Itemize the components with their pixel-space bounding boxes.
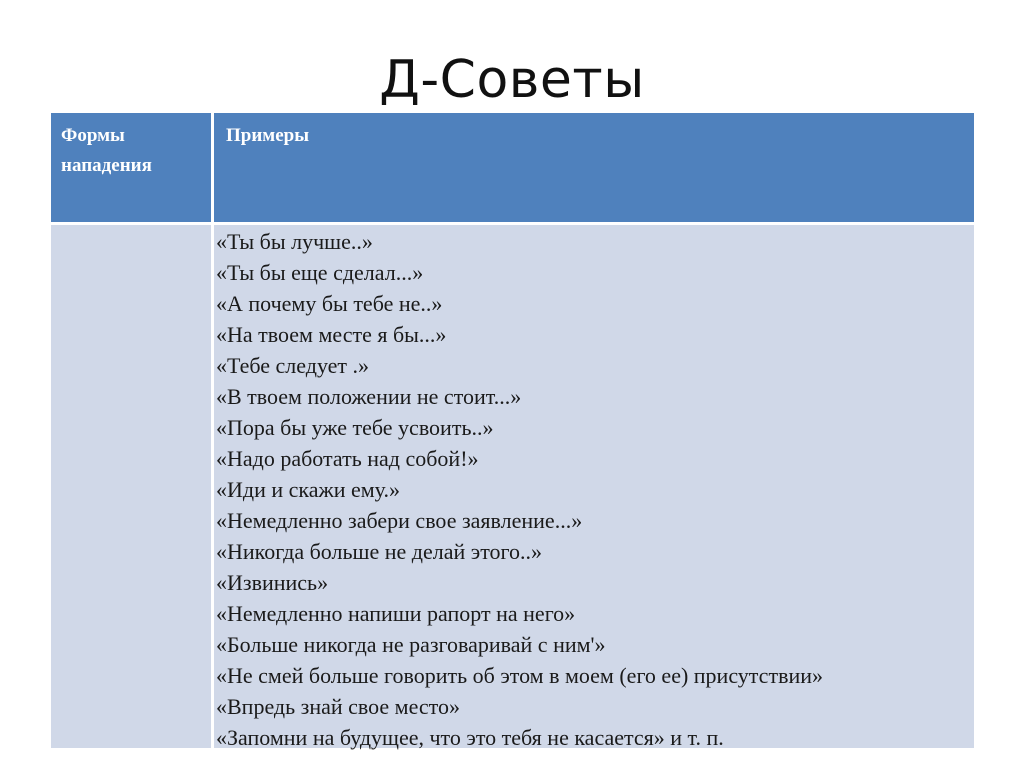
example-item: «Немедленно забери свое заявление...» — [216, 508, 583, 533]
examples-list — [216, 226, 966, 753]
example-item: «Никогда больше не делай этого..» — [216, 539, 542, 564]
example-item: «Немедленно напиши рапорт на него» — [216, 601, 576, 626]
example-item: «Иди и скажи ему.» — [216, 477, 400, 502]
header-examples: Примеры — [226, 125, 310, 146]
example-item: «Запомни на будущее, что это тебя не касается» и т. п. — [216, 725, 724, 750]
column-divider — [211, 113, 214, 222]
example-item: «Впредь знай свое место» — [216, 694, 461, 719]
example-item: «На твоем месте я бы...» — [216, 322, 447, 347]
slide-title: Д-Советы — [379, 50, 645, 110]
column-divider — [211, 225, 214, 748]
example-item: «Ты бы лучше..» — [216, 229, 373, 254]
example-item: «Надо работать над собой!» — [216, 446, 479, 471]
header-attack-forms: Формы нападения — [61, 125, 152, 176]
example-item: «Тебе следует .» — [216, 353, 370, 378]
example-item: «Извинись» — [216, 570, 329, 595]
example-item: «Больше никогда не разговаривай с ним'» — [216, 632, 606, 657]
example-item: «Пора бы уже тебе усвоить..» — [216, 415, 494, 440]
example-item: «Ты бы еще сделал...» — [216, 260, 424, 285]
example-item: «Не смей больше говорить об этом в моем (его ее) присутствии» — [216, 663, 823, 688]
example-item: «А почему бы тебе не..» — [216, 291, 443, 316]
example-item: «В твоем положении не стоит...» — [216, 384, 522, 409]
advice-table — [51, 113, 974, 748]
